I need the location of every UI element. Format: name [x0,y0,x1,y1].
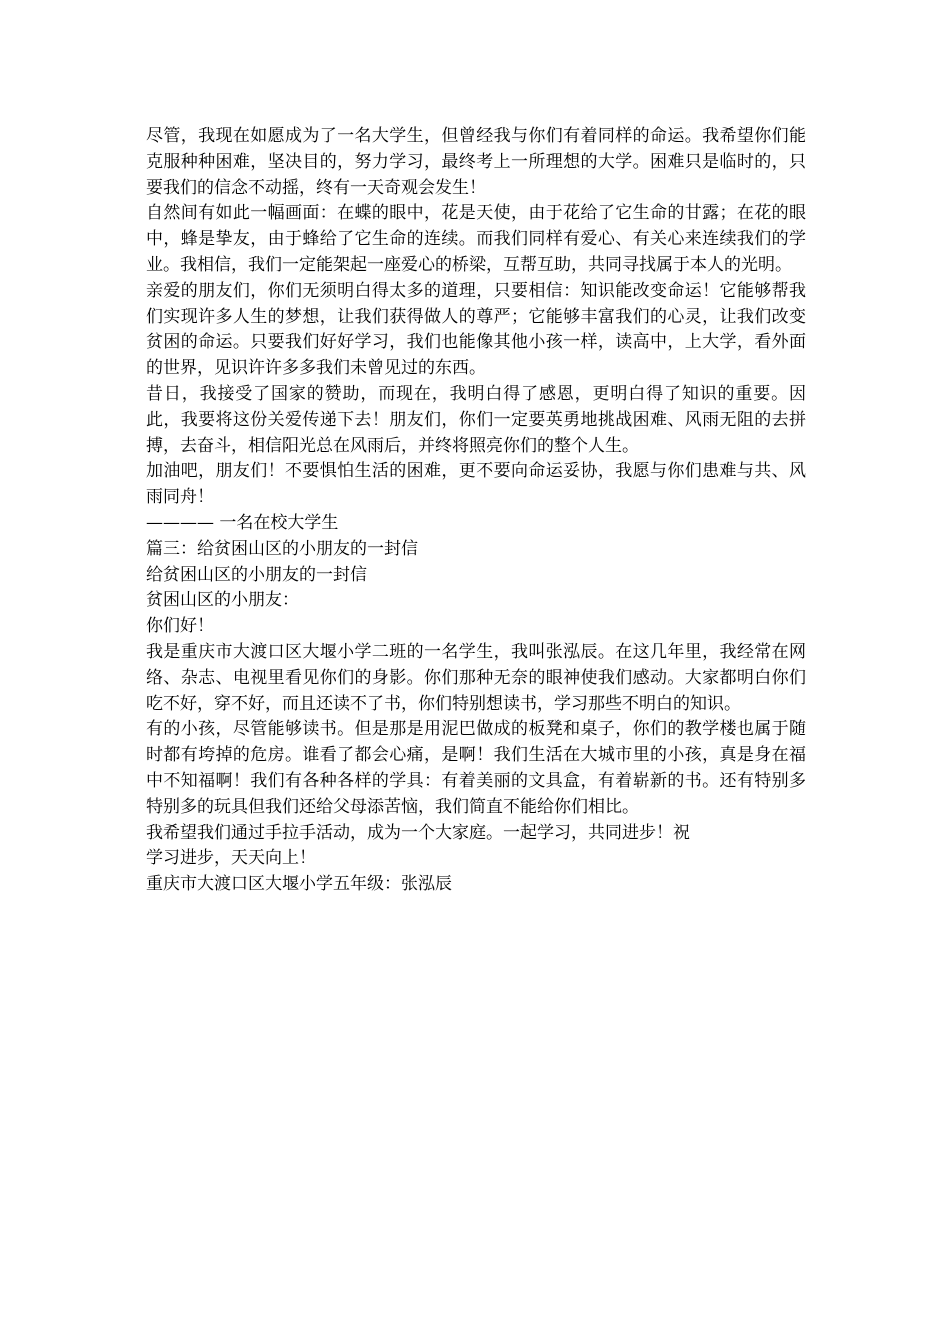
body-paragraph-3: 亲爱的朋友们，你们无须明白得太多的道理，只要相信：知识能改变命运！它能够帮我们实现许多人生的梦想，让我们获得做人的尊严；它能够丰富我们的心灵，让我们改变贫困的命运。只要我们好好学习，我们也能像其他小孩一样，读高中，上大学，看外面的世界，见识许许多多我们未曾见过的东西。 [146,280,806,379]
letter-closing-line-1: 我希望我们通过手拉手活动，成为一个大家庭。一起学习，共同进步！祝 [146,822,690,843]
letter-sign-off: 重庆市大渡口区大堰小学五年级：张泓辰 [146,874,452,895]
letter-greeting: 你们好！ [146,616,214,637]
letter-paragraph-1: 我是重庆市大渡口区大堰小学二班的一名学生，我叫张泓辰。在这几年里，我经常在网络、杂志、电视里看见你们的身影。你们那种无奈的眼神使我们感动。大家都明白你们吃不好，穿不好，而且还读不了书，你们特别想读书，学习那些不明白的知识。 [146,641,806,714]
document-page [146,124,806,898]
section-heading: 篇三：给贫困山区的小朋友的一封信 [146,538,418,559]
letter-salutation: 贫困山区的小朋友： [146,590,299,611]
letter-title: 给贫困山区的小朋友的一封信 [146,564,367,585]
signature-line: ———— 一名在校大学生 [146,512,339,533]
body-paragraph-4: 昔日，我接受了国家的赞助，而现在，我明白得了感恩，更明白得了知识的重要。因此，我要将这份关爱传递下去！朋友们，你们一定要英勇地挑战困难、风雨无阻的去拼搏，去奋斗，相信阳光总在风雨后，并终将照亮你们的整个人生。 [146,383,806,456]
body-paragraph-5: 加油吧，朋友们！不要惧怕生活的困难，更不要向命运妥协，我愿与你们患难与共、风雨同舟！ [146,461,806,508]
body-paragraph-1: 尽管，我现在如愿成为了一名大学生，但曾经我与你们有着同样的命运。我希望你们能克服种种困难，坚决目的，努力学习，最终考上一所理想的大学。困难只是临时的，只要我们的信念不动摇，终有一天奇观会发生！ [146,126,806,198]
body-paragraph-2: 自然间有如此一幅画面：在蝶的眼中，花是天使，由于花给了它生命的甘露；在花的眼中，蜂是挚友，由于蜂给了它生命的连续。而我们同样有爱心、有关心来连续我们的学业。我相信，我们一定能架起一座爱心的桥梁，互帮互助，共同寻找属于本人的光明。 [146,203,806,275]
letter-paragraph-2: 有的小孩，尽管能够读书。但是那是用泥巴做成的板凳和桌子，你们的教学楼也属于随时都有垮掉的危房。谁看了都会心痛，是啊！我们生活在大城市里的小孩，真是身在福中不知福啊！我们有各种各样的学具：有着美丽的文具盒，有着崭新的书。还有特别多特别多的玩具但我们还给父母添苦恼，我们简直不能给你们相比。 [146,719,806,817]
letter-closing-line-2: 学习进步，天天向上！ [146,848,316,869]
